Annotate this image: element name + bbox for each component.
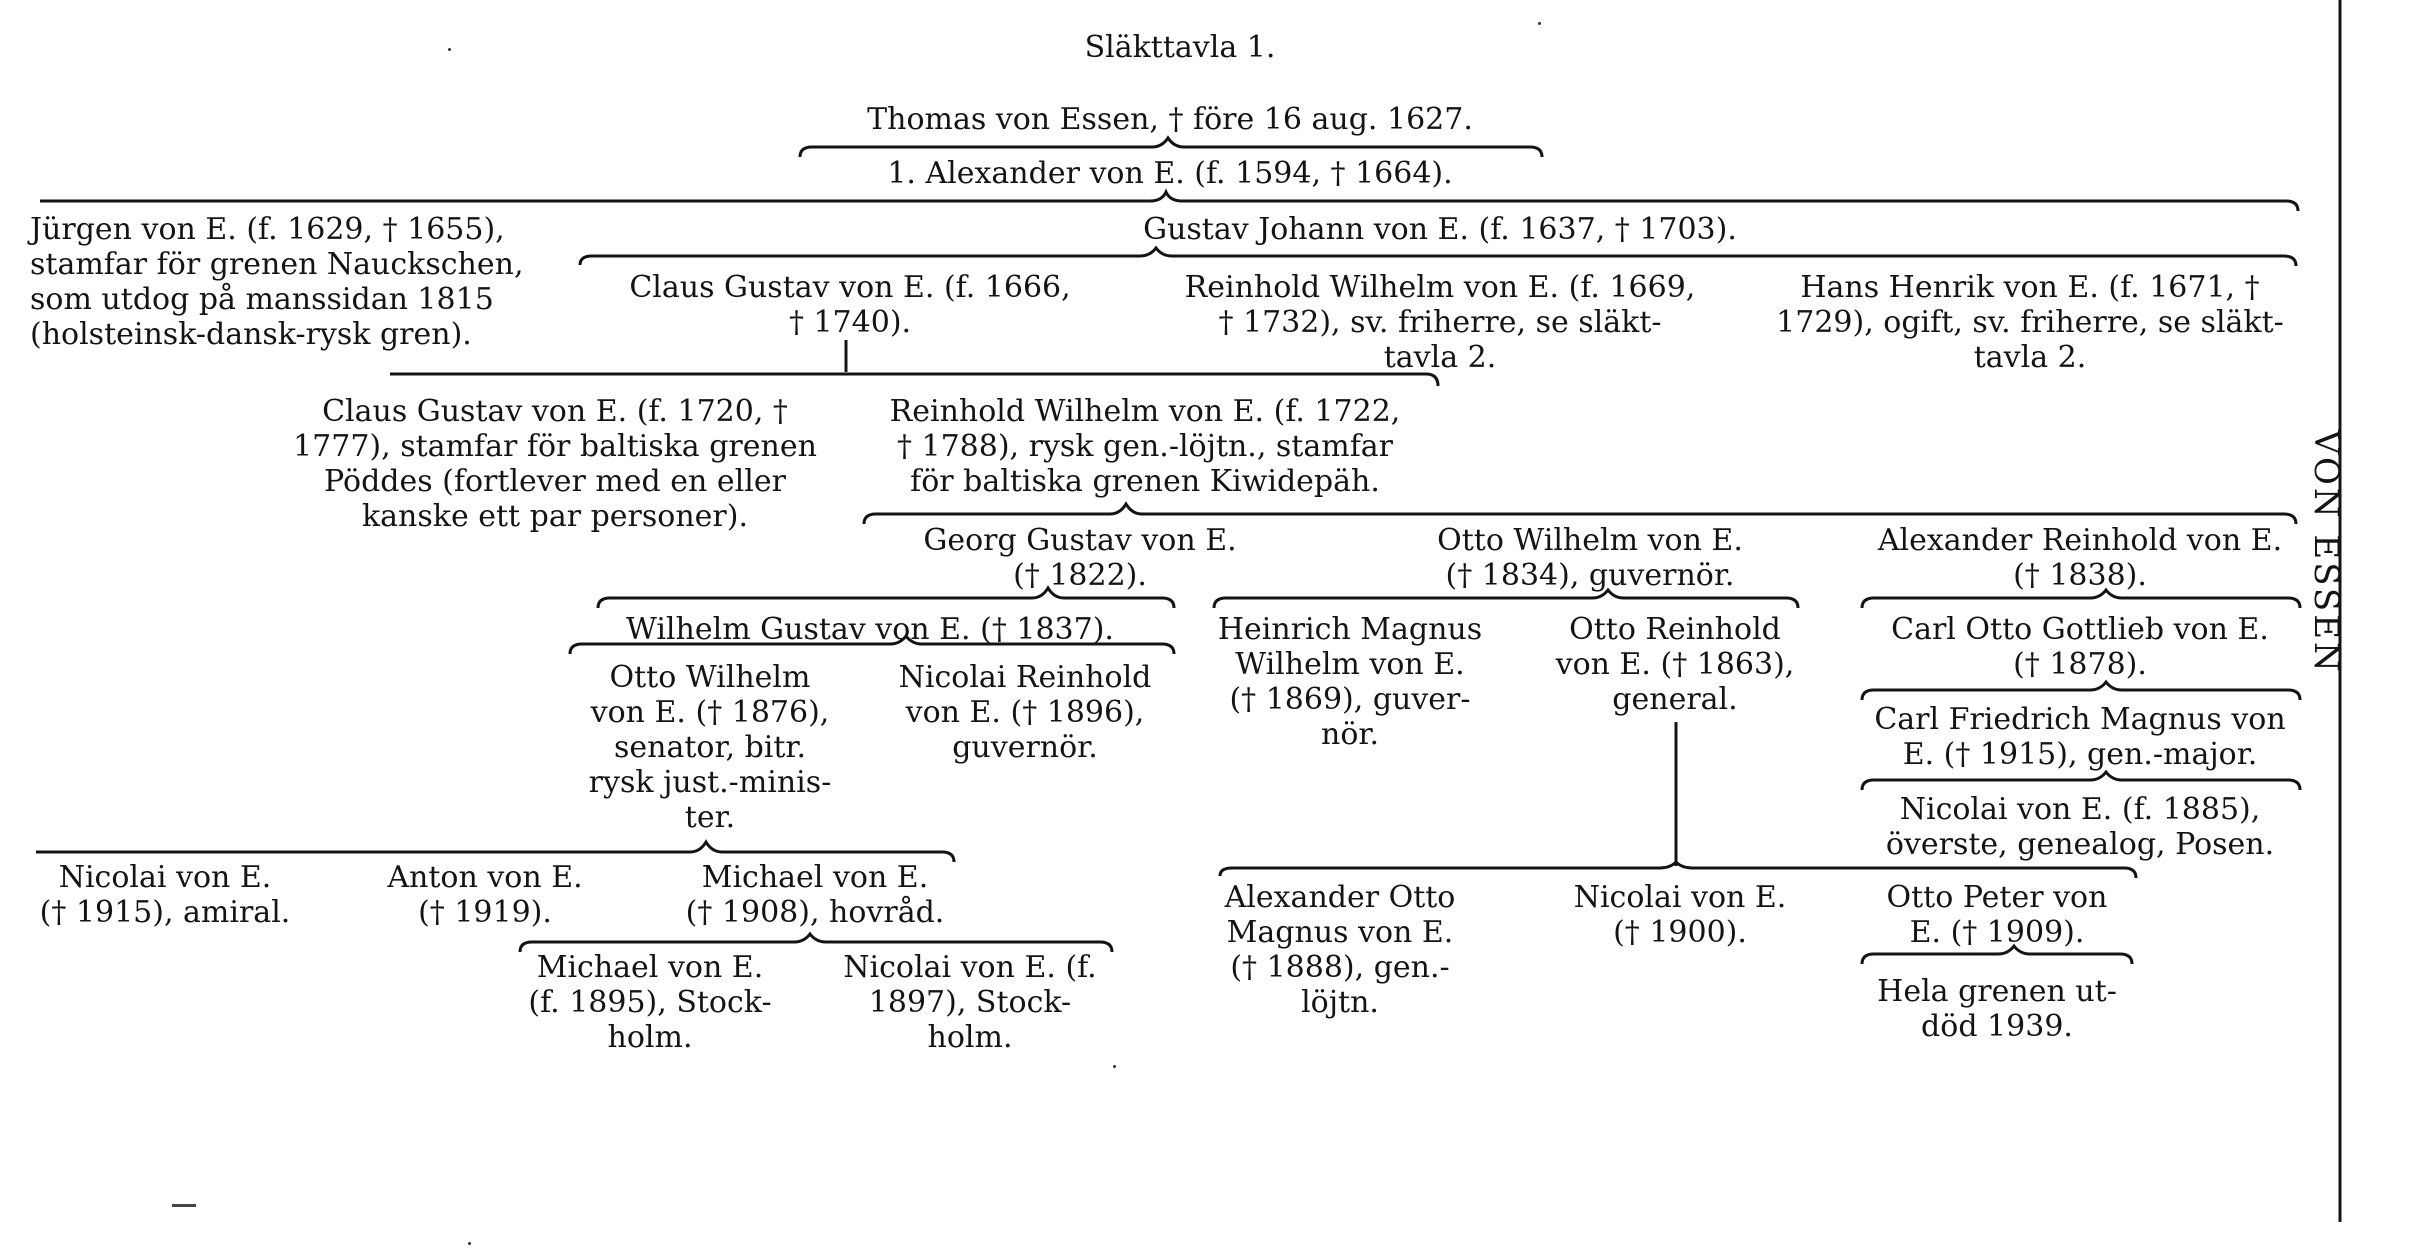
- person-hela-grenen: Hela grenen ut- död 1939.: [1877, 974, 2117, 1044]
- person-thomas: Thomas von Essen, † före 16 aug. 1627.: [867, 102, 1473, 137]
- person-reinhold-wilhelm-1722: Reinhold Wilhelm von E. (f. 1722, † 1788), rysk gen.-löjtn., stamfar för baltiska grenen Kiwidepäh.: [889, 394, 1401, 499]
- person-reinhold-wilhelm-1669: Reinhold Wilhelm von E. (f. 1669, † 1732), sv. friherre, se släkt- tavla 2.: [1184, 270, 1696, 375]
- scan-speck: [1113, 1065, 1116, 1068]
- person-nicolai-1885: Nicolai von E. (f. 1885), överste, genealog, Posen.: [1885, 792, 2275, 862]
- person-nicolai-1900: Nicolai von E. († 1900).: [1573, 880, 1787, 950]
- person-anton: Anton von E. († 1919).: [387, 860, 583, 930]
- person-otto-peter: Otto Peter von E. († 1909).: [1886, 880, 2108, 950]
- person-michael-1895: Michael von E. (f. 1895), Stock- holm.: [528, 950, 772, 1055]
- person-wilhelm-gustav: Wilhelm Gustav von E. († 1837).: [626, 612, 1114, 647]
- side-label: [2300, 380, 2360, 740]
- person-otto-reinhold: Otto Reinhold von E. († 1863), general.: [1555, 612, 1795, 717]
- person-carl-friedrich: Carl Friedrich Magnus von E. († 1915), gen.-major.: [1874, 702, 2286, 772]
- person-hans-henrik: Hans Henrik von E. (f. 1671, † 1729), ogift, sv. friherre, se släkt- tavla 2.: [1776, 270, 2284, 375]
- page-title: Släkttavla 1.: [1084, 30, 1276, 65]
- person-alexander-otto: Alexander Otto Magnus von E. († 1888), gen.- löjtn.: [1224, 880, 1456, 1020]
- scan-speck: [448, 48, 451, 51]
- person-nicolai-1897: Nicolai von E. (f. 1897), Stock- holm.: [843, 950, 1097, 1055]
- person-claus-gustav-1666: Claus Gustav von E. (f. 1666, † 1740).: [629, 270, 1071, 340]
- scan-mark: [172, 1204, 196, 1207]
- person-carl-otto-gottlieb: Carl Otto Gottlieb von E. († 1878).: [1891, 612, 2269, 682]
- person-nicolai-reinhold: Nicolai Reinhold von E. († 1896), guvernör.: [898, 660, 1152, 765]
- person-michael-1908: Michael von E. († 1908), hovråd.: [685, 860, 945, 930]
- person-heinrich-magnus: Heinrich Magnus Wilhelm von E. († 1869), guver- nör.: [1217, 612, 1483, 752]
- person-nicolai-amiral: Nicolai von E. († 1915), amiral.: [39, 860, 291, 930]
- scan-speck: [468, 1242, 471, 1245]
- person-alexander-reinhold: Alexander Reinhold von E. († 1838).: [1877, 523, 2283, 593]
- person-jurgen: Jürgen von E. (f. 1629, † 1655), stamfar för grenen Nauckschen, som utdog på manssidan 1815 (holsteinsk-dansk-rysk gren).: [30, 212, 524, 352]
- person-otto-wilhelm-1876: Otto Wilhelm von E. († 1876), senator, bitr. rysk just.-minis- ter.: [588, 660, 832, 835]
- person-otto-wilhelm-1834: Otto Wilhelm von E. († 1834), guvernör.: [1437, 523, 1743, 593]
- person-gustav-johann: Gustav Johann von E. (f. 1637, † 1703).: [1143, 212, 1737, 247]
- side-label-text: VON ESSEN: [2306, 430, 2346, 675]
- person-claus-gustav-1720: Claus Gustav von E. (f. 1720, † 1777), stamfar för baltiska grenen Pöddes (fortlever med en eller kanske ett par personer).: [293, 394, 817, 534]
- scan-speck: [1538, 22, 1541, 25]
- person-georg-gustav: Georg Gustav von E. († 1822).: [923, 523, 1237, 593]
- person-alexander-1594: 1. Alexander von E. (f. 1594, † 1664).: [887, 156, 1453, 191]
